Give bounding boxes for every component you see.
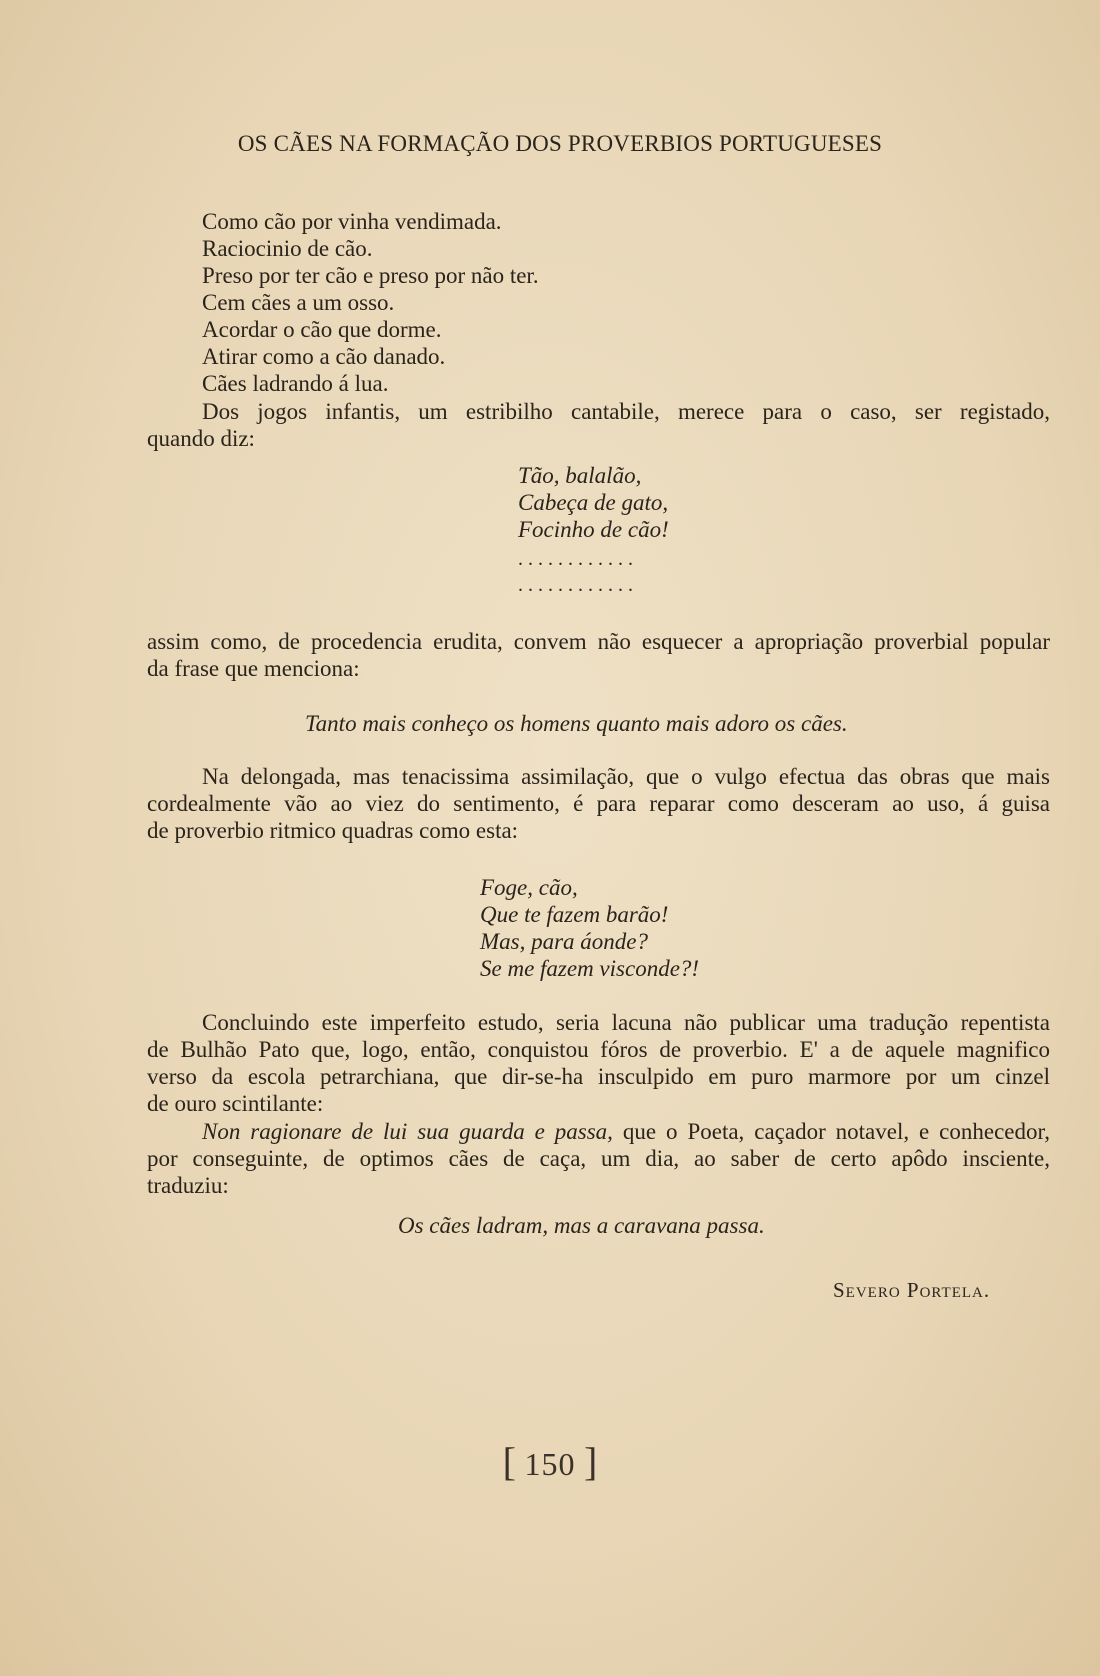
verse-line: Tão, balalão, <box>518 463 642 488</box>
verse-line: Cabeça de gato, <box>518 490 669 515</box>
paragraph-line: de ouro scintilante: <box>147 1091 324 1116</box>
proverb-line: Preso por ter cão e preso por não ter. <box>202 263 539 288</box>
paragraph-line: Concluindo este imperfeito estudo, seria lacuna não publicar uma tradução repentista <box>202 1010 1050 1035</box>
page-number <box>0 1438 1100 1485</box>
paragraph-line: Dos jogos infantis, um estribilho cantabile, merece para o caso, ser registado, <box>202 399 1050 424</box>
paragraph-line: quando diz: <box>147 426 255 451</box>
paragraph-line: assim como, de procedencia erudita, convem não esquecer a apropriação proverbial popular <box>147 629 1050 654</box>
paragraph-line: de Bulhão Pato que, logo, então, conquistou fóros de proverbio. E' a de aquele magnifico <box>147 1037 1050 1062</box>
page-number-value: 150 <box>524 1446 576 1482</box>
proverb-line: Como cão por vinha vendimada. <box>202 209 502 234</box>
verse-line: Mas, para áonde? <box>480 929 649 954</box>
proverb-line: Cem cães a um osso. <box>202 290 395 315</box>
paragraph-line: verso da escola petrarchiana, que dir-se-ha insculpido em puro marmore por um cinzel <box>147 1064 1050 1089</box>
paragraph-line <box>202 1118 1050 1145</box>
verse-line: Se me fazem visconde?! <box>480 956 700 981</box>
ellipsis-line: ............ <box>518 574 638 596</box>
verse-line: Foge, cão, <box>480 875 578 900</box>
paragraph-text: que o Poeta, caçador notavel, e conhecedor, <box>612 1119 1051 1144</box>
running-header: OS CÃES NA FORMAÇÃO DOS PROVERBIOS PORTUGUESES <box>237 131 883 156</box>
paragraph-line: da frase que menciona: <box>147 656 360 681</box>
paragraph-line: de proverbio ritmico quadras como esta: <box>147 818 519 843</box>
proverb-line: Cães ladrando á lua. <box>202 371 389 396</box>
quotation: Tanto mais conheço os homens quanto mais adoro os cães. <box>305 711 848 736</box>
italic-quote: Non ragionare de lui sua guarda e passa, <box>202 1119 613 1144</box>
paragraph-line: por conseguinte, de optimos cães de caça, um dia, ao saber de certo apôdo insciente, <box>147 1146 1050 1171</box>
proverb-line: Atirar como a cão danado. <box>202 344 446 369</box>
bracket-open: [ <box>502 1439 516 1484</box>
author-signature: Severo Portela. <box>833 1278 991 1302</box>
proverb-line: Acordar o cão que dorme. <box>202 317 442 342</box>
bracket-close: ] <box>584 1439 598 1484</box>
proverb-line: Raciocinio de cão. <box>202 236 373 261</box>
paragraph-line: Na delongada, mas tenacissima assimilação, que o vulgo efectua das obras que mais <box>202 764 1050 789</box>
verse-line: Que te fazem barão! <box>480 902 669 927</box>
quotation: Os cães ladram, mas a caravana passa. <box>398 1213 765 1238</box>
paragraph-line: cordealmente vão ao viez do sentimento, é para reparar como desceram ao uso, á guisa <box>147 791 1050 816</box>
verse-line: Focinho de cão! <box>518 517 669 542</box>
paragraph-line: traduziu: <box>147 1173 229 1198</box>
ellipsis-line: ............ <box>518 548 638 570</box>
